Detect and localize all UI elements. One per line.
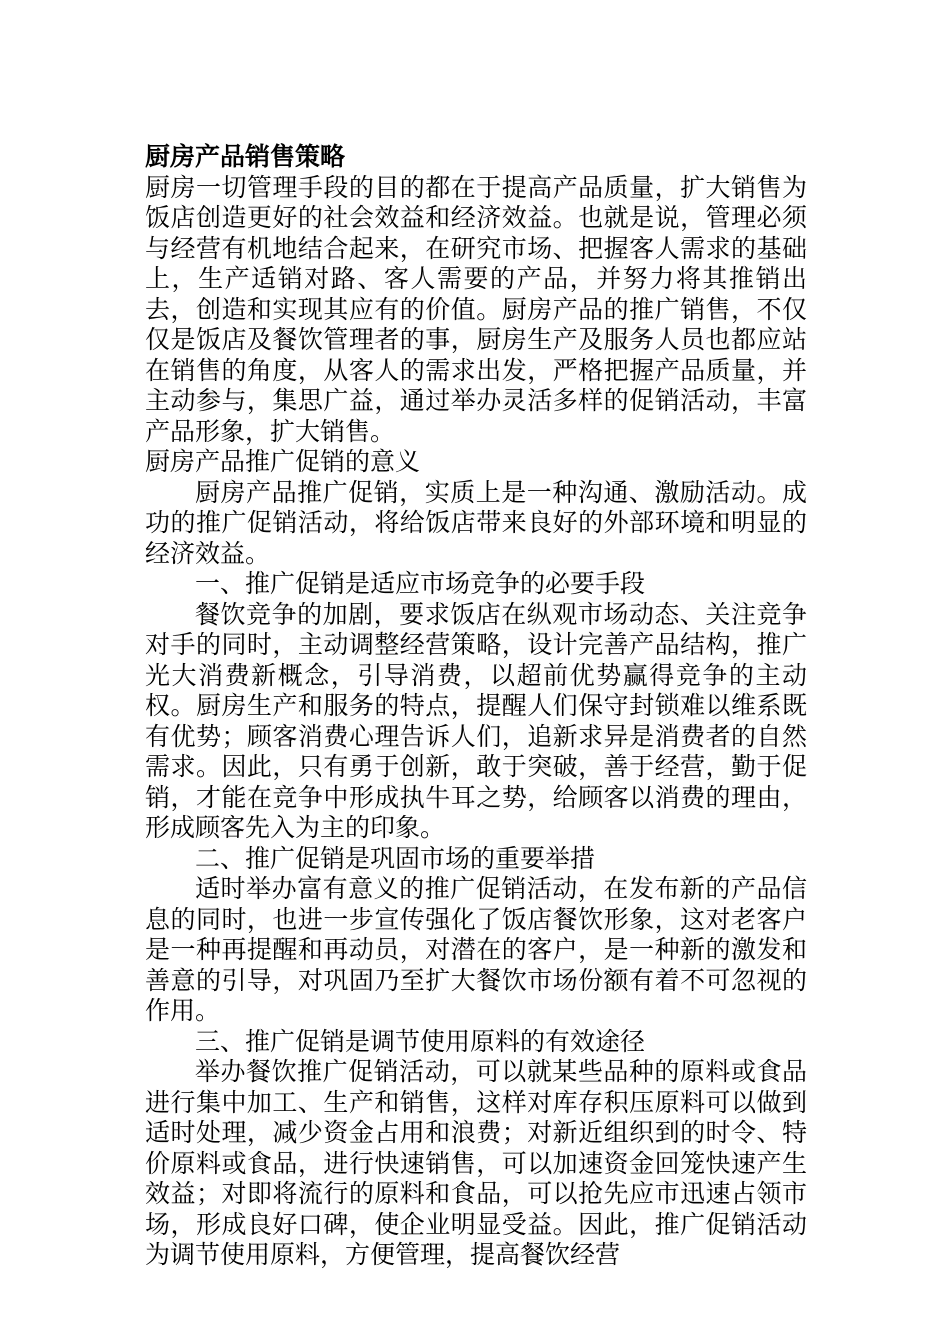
point-3-body: 举办餐饮推广促销活动，可以就某些品种的原料或食品进行集中加工、生产和销售，这样对库存积压原料可以做到适时处理，减少资金占用和浪费；对新近组织到的时令、特价原料或食品，进行快速销售，可以加速资金回笼快速产生效益；对即将流行的原料和食品，可以抢先应市迅速占领市场，形成良好口碑，使企业明显受益。因此，推广促销活动为调节使用原料，方便管理，提高餐饮经营 xyxy=(145,1057,807,1269)
section-intro-paragraph: 厨房产品推广促销，实质上是一种沟通、激励活动。成功的推广促销活动，将给饭店带来良好的外部环境和明显的经济效益。 xyxy=(145,477,807,568)
document-title: 厨房产品销售策略 xyxy=(145,142,346,171)
point-2-body: 适时举办富有意义的推广促销活动，在发布新的产品信息的同时，也进一步宣传强化了饭店餐饮形象，这对老客户是一种再提醒和再动员，对潜在的客户，是一种新的激发和善意的引导，对巩固乃至扩大餐饮市场份额有着不可忽视的作用。 xyxy=(145,874,807,1025)
intro-paragraph: 厨房一切管理手段的目的都在于提高产品质量，扩大销售为饭店创造更好的社会效益和经济效益。也就是说，管理必须与经营有机地结合起来，在研究市场、把握客人需求的基础上，生产适销对路、客人需要的产品，并努力将其推销出去，创造和实现其应有的价值。厨房产品的推广销售，不仅仅是饭店及餐饮管理者的事，厨房生产及服务人员也都应站在销售的角度，从客人的需求出发，严格把握产品质量，并主动参与，集思广益，通过举办灵活多样的促销活动，丰富产品形象，扩大销售。 xyxy=(145,172,807,446)
point-2-heading: 二、推广促销是巩固市场的重要举措 xyxy=(195,843,596,873)
section-heading: 厨房产品推广促销的意义 xyxy=(145,447,421,476)
point-3-heading: 三、推广促销是调节使用原料的有效途径 xyxy=(195,1026,646,1056)
document-page xyxy=(145,142,807,1271)
point-1-heading: 一、推广促销是适应市场竞争的必要手段 xyxy=(195,569,646,598)
point-1-body: 餐饮竞争的加剧，要求饭店在纵观市场动态、关注竞争对手的同时，主动调整经营策略，设计完善产品结构，推广光大消费新概念，引导消费，以超前优势赢得竞争的主动权。厨房生产和服务的特点，提醒人们保守封锁难以维系既有优势；顾客消费心理告诉人们，追新求异是消费者的自然需求。因此，只有勇于创新，敢于突破，善于经营，勤于促销，才能在竞争中形成执牛耳之势，给顾客以消费的理由，形成顾客先入为主的印象。 xyxy=(145,599,807,842)
